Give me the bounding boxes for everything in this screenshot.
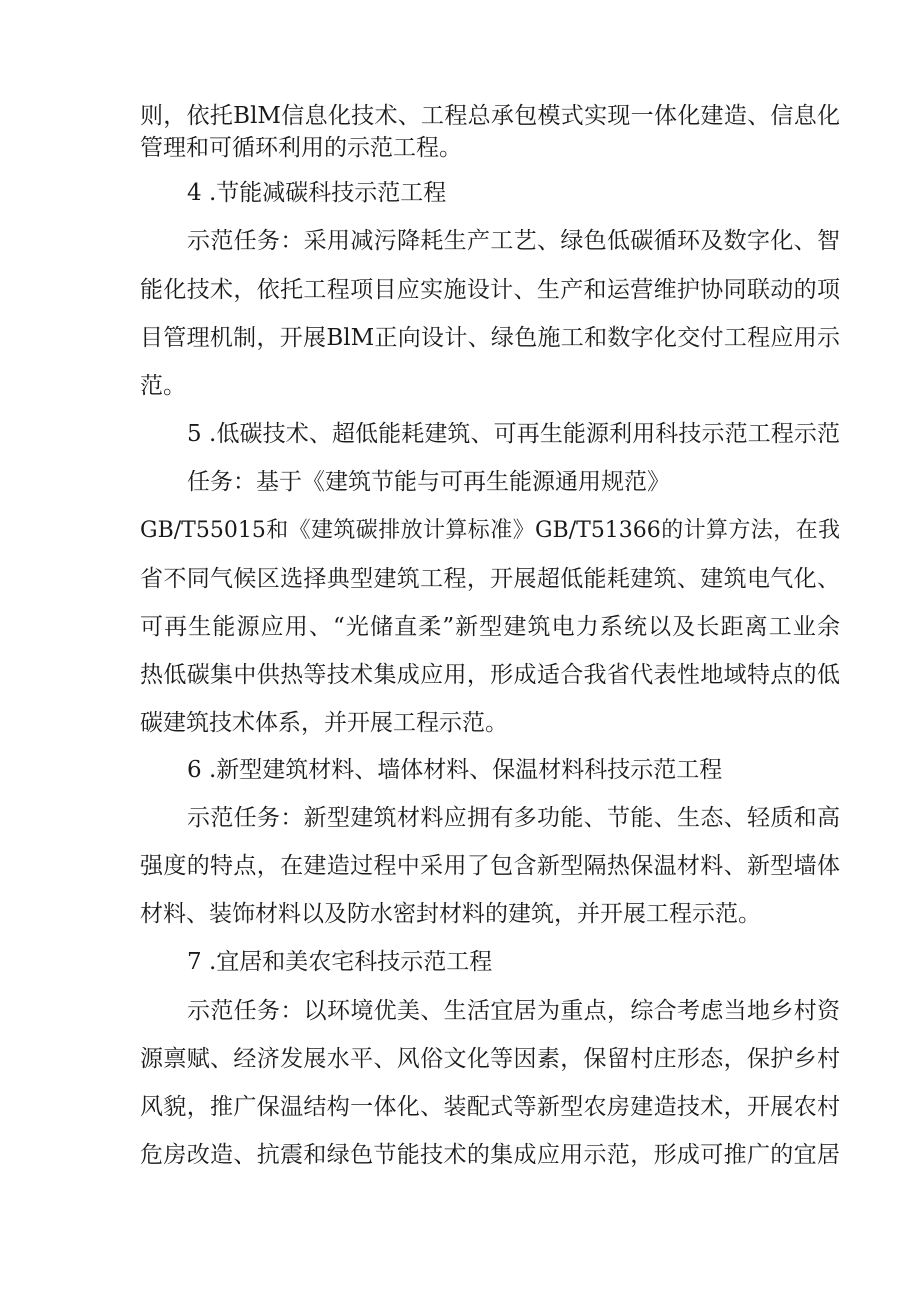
body-line: 则，依托BlM信息化技术、工程总承包模式实现一体化建造、信息化 [140, 103, 840, 129]
body-line: 目管理机制，开展BlM正向设计、绿色施工和数字化交付工程应用示 [140, 325, 840, 351]
body-line: GB/T55015和《建筑碳排放计算标准》GB/T51366的计算方法，在我 [140, 518, 840, 543]
body-line: 管理和可循环利用的示范工程。 [140, 135, 462, 161]
body-line: 任务：基于《建筑节能与可再生能源通用规范》 [187, 469, 670, 495]
body-line: 材料、装饰材料以及防水密封材料的建筑，并开展工程示范。 [140, 901, 761, 927]
section-heading: 5 .低碳技术、超低能耗建筑、可再生能源利用科技示范工程示范 [187, 421, 840, 447]
section-heading: 4 .节能减碳科技示范工程 [187, 180, 447, 206]
body-line: 示范任务：采用减污降耗生产工艺、绿色低碳循环及数字化、智 [187, 228, 840, 254]
section-heading: 6 .新型建筑材料、墙体材料、保温材料科技示范工程 [187, 757, 723, 783]
section-heading: 7 .宜居和美农宅科技示范工程 [187, 949, 493, 975]
body-line: 碳建筑技术体系，并开展工程示范。 [140, 710, 508, 736]
body-line: 可再生能源应用、“光储直柔”新型建筑电力系统以及长距离工业余 [140, 614, 840, 640]
body-line: 示范任务：新型建筑材料应拥有多功能、节能、生态、轻质和高 [187, 805, 840, 831]
body-line: 省不同气候区选择典型建筑工程，开展超低能耗建筑、建筑电气化、 [140, 566, 840, 592]
body-line: 范。 [140, 373, 186, 399]
body-line: 强度的特点，在建造过程中采用了包含新型隔热保温材料、新型墙体 [140, 853, 840, 879]
body-line: 源禀赋、经济发展水平、风俗文化等因素，保留村庄形态，保护乡村 [140, 1046, 840, 1072]
body-line: 热低碳集中供热等技术集成应用，形成适合我省代表性地域特点的低 [140, 662, 840, 688]
body-line: 危房改造、抗震和绿色节能技术的集成应用示范，形成可推广的宜居 [140, 1142, 840, 1168]
body-line: 示范任务：以环境优美、生活宜居为重点，综合考虑当地乡村资 [187, 998, 840, 1024]
body-line: 风貌，推广保温结构一体化、装配式等新型农房建造技术，开展农村 [140, 1094, 840, 1120]
body-line: 能化技术，依托工程项目应实施设计、生产和运营维护协同联动的项 [140, 277, 840, 303]
